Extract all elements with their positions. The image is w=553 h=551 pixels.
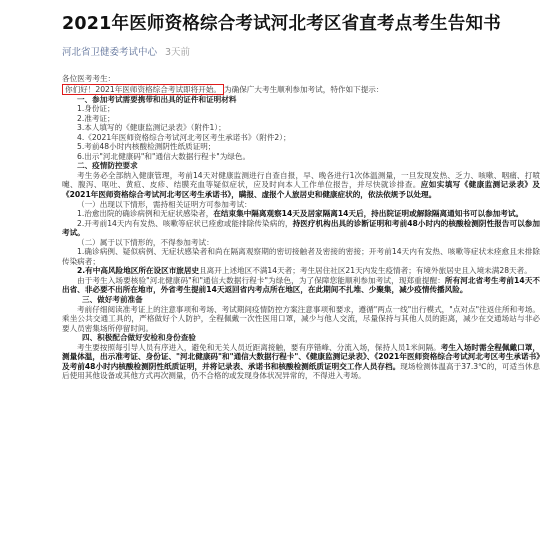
list-item: 1.确诊病例、疑似病例、无症状感染者和尚在隔离观察期的密切接触者及密接的密接；开考前14天内有发热、咳嗽等症状未痊愈且未排除传染病者； <box>62 247 540 266</box>
list-item <box>62 266 540 276</box>
paragraph-bold-text: 应如实填写《健康监测记录表》及《2021年医师资格综合考试河北考区考生承诺书》，瞒报、虚报个人旅居史和健康症状的，依法依规予以处理。 <box>62 180 540 200</box>
section-2-heading: 二、疫情防控要求 <box>77 161 138 171</box>
list-item: 2.准考证； <box>77 113 115 123</box>
paragraph-text: 2.开考前14天内有发热、咳嗽等症状已痊愈或能排除传染病的， <box>77 218 293 228</box>
section-4-paragraph <box>62 343 540 381</box>
paragraph-text: 考生要按照每引导人员有序进入，避免和无关人员近距离接触，要有序错峰、分流入场，保持人员1米间隔。 <box>77 342 441 352</box>
paragraph-text: 现场检测体温高于37.3℃的，可适当休息后使用其他设备或其他方式再次测量，仍不合格的或发现身体状况异常的，不得进入考场。 <box>62 361 541 381</box>
section-3-paragraph: 考前仔细阅读准考证上的注意事项和考场、考试期间疫情防控方案注意事项和要求，遵循"两点一线"出行模式，"点对点"往返住所和考场。乘坐公共交通工具的，严格做好个人防护，全程佩戴一次性医用口罩，减少与他人交流，尽量保持与其他人员的距离，减少在交通场站与非必要人员密集场所停留时间。 <box>62 304 540 333</box>
paragraph-bold-text: 2.有中高风险地区所在设区市旅居史 <box>77 266 200 276</box>
list-item: 5.考前48小时内核酸检测阴性纸质证明； <box>77 142 216 152</box>
list-item <box>62 219 540 238</box>
article-body <box>62 74 540 381</box>
paragraph-bold-text: 考生入场时需全程佩戴口罩，测量体温，出示准考证、身份证、"河北健康码"和"通信大数据行程卡"、《健康监测记录表》、《2021年医师资格综合考试河北考区考生承诺书》及考前48小时内核酸检测阴性纸质证明，并将记录表、承诺书和核酸检测纸质证明交工作人员存档。 <box>62 342 541 371</box>
paragraph-text: 由于考生入场要核验"河北健康码"和"通信大数据行程卡"为绿色，为了保障您能顺利参加考试，现郑重提醒： <box>77 275 445 285</box>
publish-time: 3天前 <box>165 47 191 58</box>
subsection-2-heading: （二）属于以下情形的，不得参加考试： <box>77 237 214 247</box>
section-4-heading: 四、积极配合做好安检和身份查验 <box>82 333 196 343</box>
list-item: 1.身份证； <box>77 104 115 114</box>
paragraph-text: 考生务必全部纳入健康管理，考前14天对健康监测进行自查自报，早、晚各进行1次体温测量，一旦发现发热、乏力、咳嗽、咽痛、打喷嚏、腹泻、呕吐、黄疸、皮疹、结膜充血等疑似症状，应及时向本人工作单位报告，并尽快就诊排查。 <box>62 170 540 190</box>
greeting: 各位医考考生： <box>62 74 116 83</box>
list-item: 3.本人填写的《健康监测记录表》（附件1）； <box>77 123 226 133</box>
intro-highlight-box: 你们好！2021年医师资格综合考试即将开始。 <box>62 84 224 95</box>
paragraph-bold-text: 在结束集中隔离观察14天及居家隔离14天后，持出院证明或解除隔离通知书可以参加考试。 <box>213 209 524 219</box>
source-account-link[interactable]: 河北省卫健委考试中心 <box>62 47 158 58</box>
section-2-paragraph-2 <box>62 276 540 295</box>
paragraph-text: 且离开上述地区不满14天者；考生居住社区21天内发生疫情者；有境外旅居史且入境未满28天者。 <box>199 266 532 276</box>
list-item: 6.出示"河北健康码"和"通信大数据行程卡"为绿色。 <box>77 151 251 161</box>
section-2-paragraph-1 <box>62 171 540 200</box>
section-1-heading: 一、参加考试需要携带和出具的证件和证明材料 <box>77 94 237 104</box>
article-meta <box>62 44 190 58</box>
intro-rest: 为确保广大考生顺利参加考试，特作如下提示： <box>224 84 384 94</box>
list-item <box>62 209 540 219</box>
subsection-1-heading: （一）出现以下情形，需持相关证明方可参加考试： <box>77 199 252 209</box>
paragraph-bold-text: 所有河北省考生考前14天不出省、非必要不出所在地市，外省考生提前14天返回省内考点所在地区，在此期间不扎堆、少聚集，减少疫情传播风险。 <box>62 275 540 295</box>
section-3-heading: 三、做好考前准备 <box>82 295 143 305</box>
paragraph-text: 1.治愈出院的确诊病例和无症状感染者， <box>77 209 214 219</box>
paragraph-bold-text: 持医疗机构出具的诊断证明和考前48小时内的核酸检测阴性报告可以参加考试。 <box>62 218 540 238</box>
intro-paragraph <box>62 84 540 95</box>
article-title: 2021年医师资格综合考试河北考区省直考点考生告知书 <box>62 14 501 34</box>
list-item: 4.《2021年医师资格综合考试河北考区考生承诺书》（附件2）； <box>77 132 291 142</box>
